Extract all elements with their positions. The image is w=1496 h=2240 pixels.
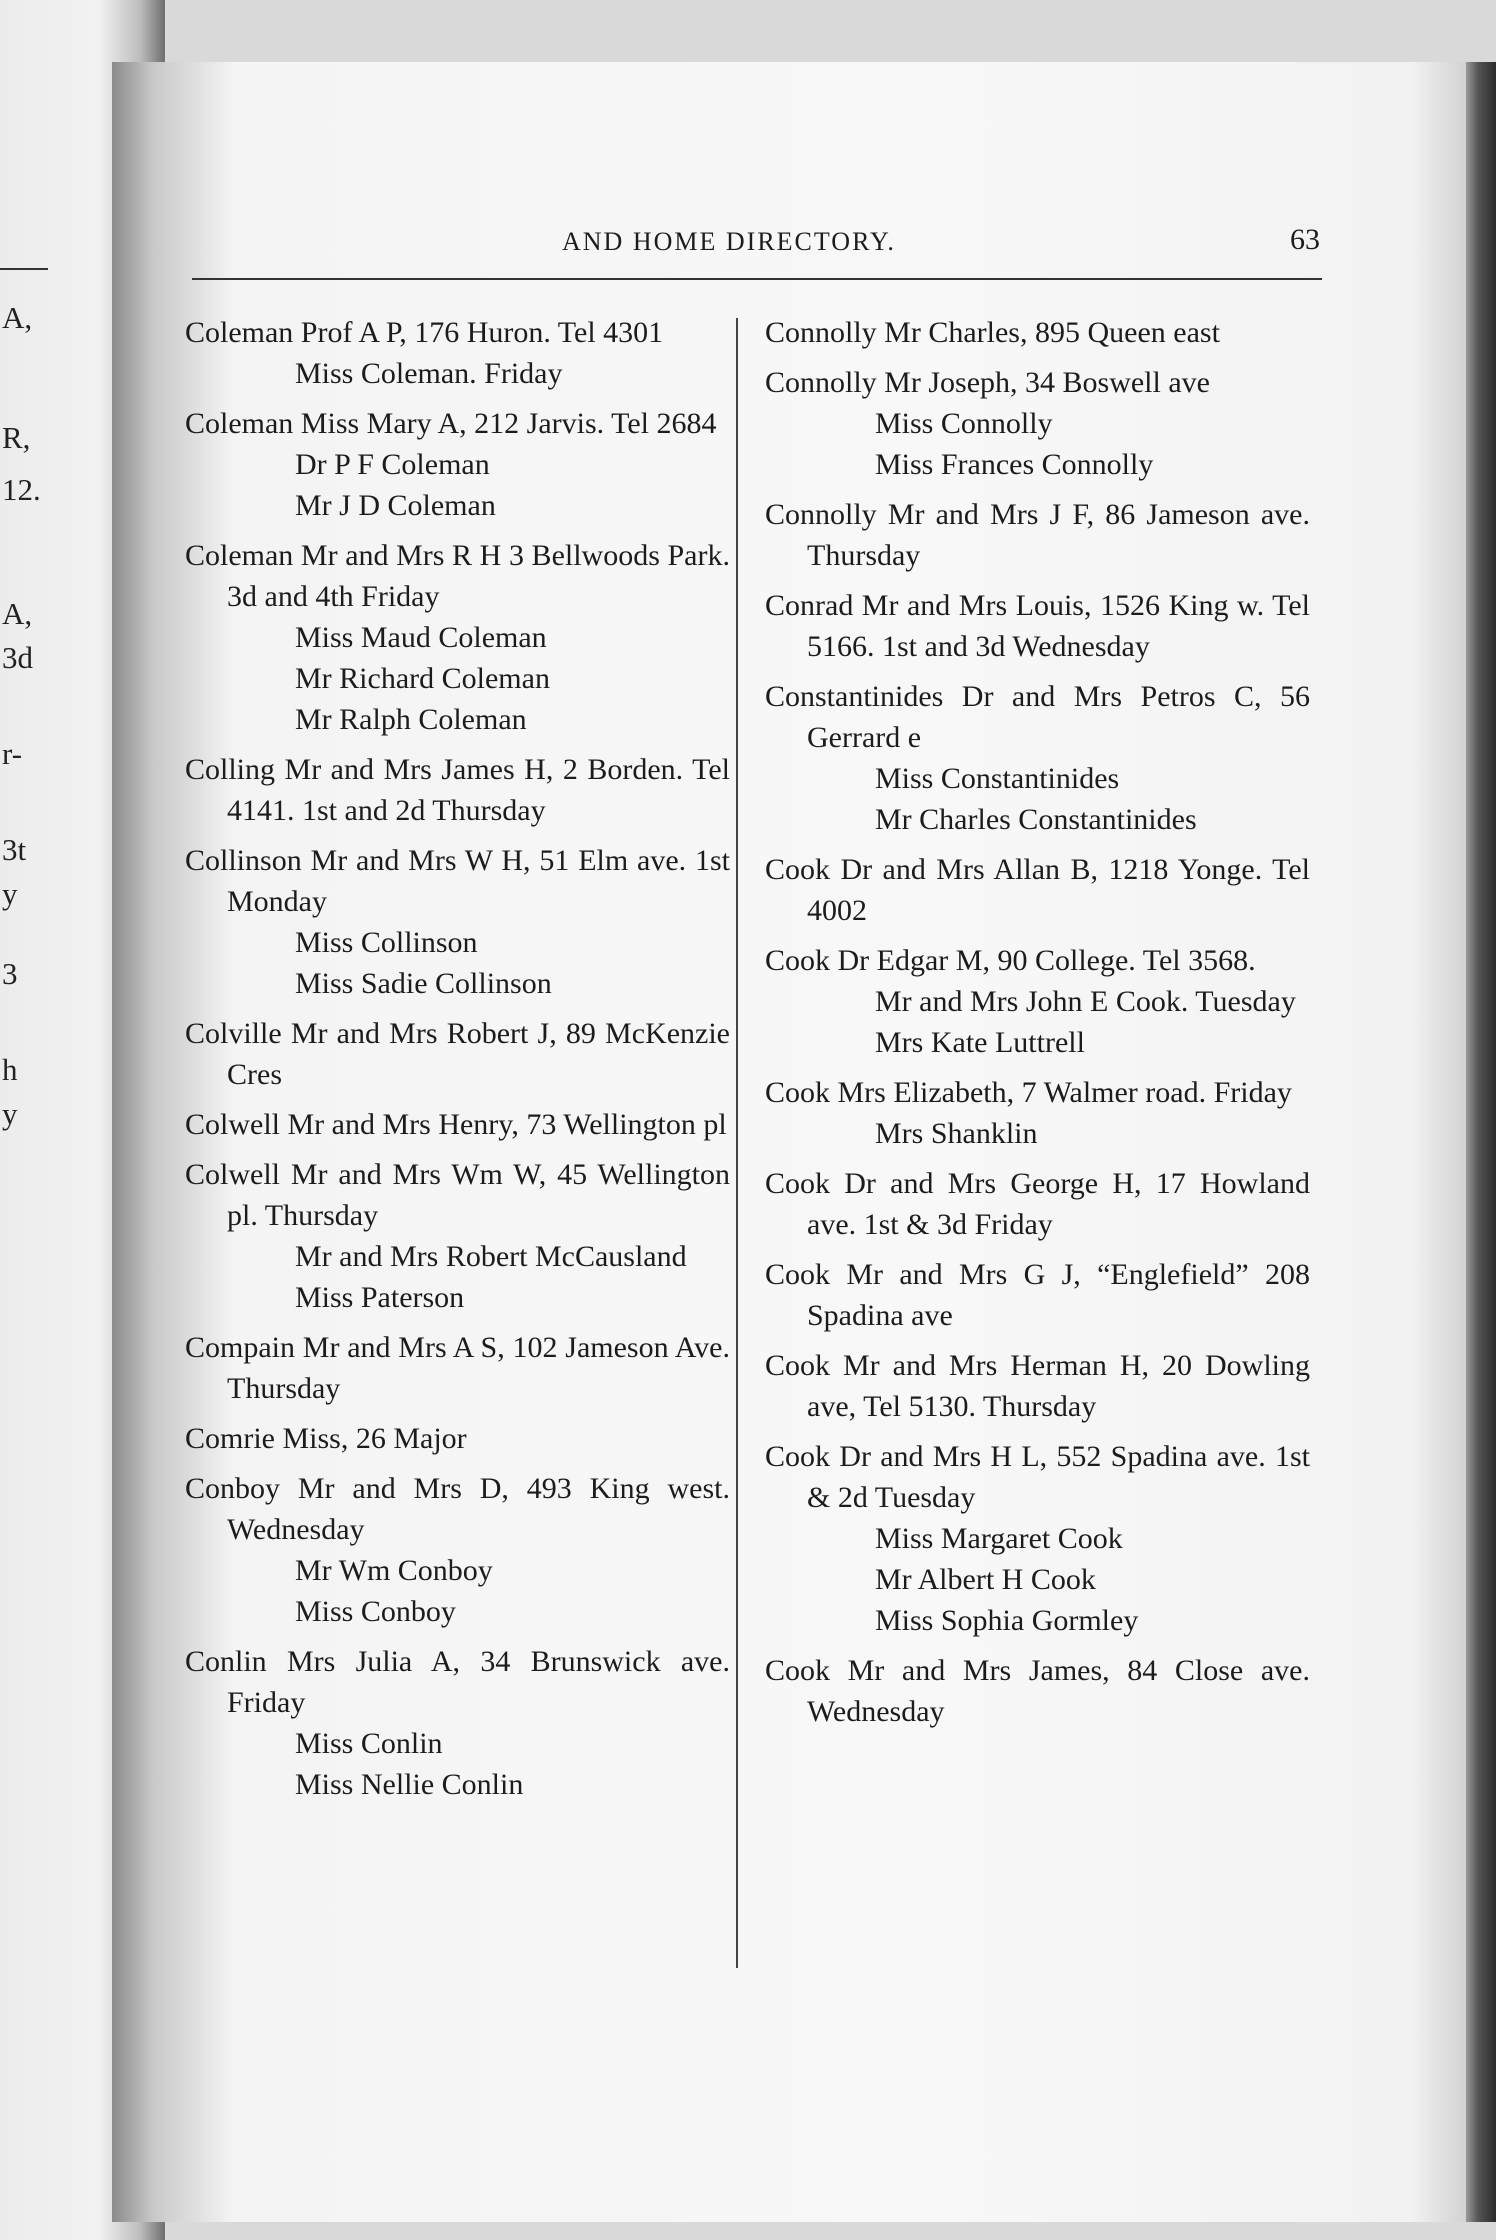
entry-heading: Cook Dr and Mrs H L, 552 Spadina ave. 1st & 2d Tuesday xyxy=(765,1440,1310,1514)
entry-heading: Connolly Mr Charles, 895 Queen east xyxy=(765,316,1220,349)
household-member: Miss Sadie Collinson xyxy=(295,967,552,1000)
household-member: Miss Margaret Cook xyxy=(875,1522,1123,1555)
directory-entry xyxy=(185,1468,730,1632)
entry-heading: Comrie Miss, 26 Major xyxy=(185,1422,467,1455)
directory-entry xyxy=(185,535,730,740)
household-member: Miss Paterson xyxy=(295,1281,465,1314)
directory-entry xyxy=(185,312,730,394)
household-member: Miss Connolly xyxy=(875,407,1053,440)
previous-page-fragment: y xyxy=(2,876,18,911)
directory-entry xyxy=(765,1650,1310,1732)
previous-page-fragment: 3d xyxy=(2,640,33,675)
directory-entry xyxy=(185,1418,730,1459)
household-member: Miss Conlin xyxy=(295,1727,443,1760)
previous-page-fragment: R, xyxy=(2,420,31,455)
household-member: Miss Sophia Gormley xyxy=(875,1604,1139,1637)
household-member: Miss Collinson xyxy=(295,926,478,959)
directory-entry xyxy=(185,749,730,831)
entry-heading: Compain Mr and Mrs A S, 102 Jameson Ave. Thursday xyxy=(185,1331,730,1405)
book-page-edge xyxy=(1466,62,1496,2222)
entry-heading: Cook Dr Edgar M, 90 College. Tel 3568. xyxy=(765,944,1256,977)
directory-entry xyxy=(185,1013,730,1095)
previous-page-rule xyxy=(0,268,48,270)
entry-heading: Constantinides Dr and Mrs Petros C, 56 Gerrard e xyxy=(765,680,1310,754)
entry-heading: Colville Mr and Mrs Robert J, 89 McKenzie Cres xyxy=(185,1017,730,1091)
household-member: Mrs Shanklin xyxy=(875,1117,1038,1150)
previous-page-fragment: h xyxy=(2,1052,18,1087)
entry-heading: Connolly Mr and Mrs J F, 86 Jameson ave. Thursday xyxy=(765,498,1310,572)
directory-entry xyxy=(185,1104,730,1145)
left-column xyxy=(185,312,730,1814)
previous-page-fragment: 12. xyxy=(2,472,41,507)
entry-heading: Cook Mr and Mrs Herman H, 20 Dowling ave, Tel 5130. Thursday xyxy=(765,1349,1310,1423)
household-member: Miss Conboy xyxy=(295,1595,456,1628)
entry-heading: Collinson Mr and Mrs W H, 51 Elm ave. 1st Monday xyxy=(185,844,730,918)
household-member: Miss Maud Coleman xyxy=(295,621,547,654)
household-member: Mrs Kate Luttrell xyxy=(875,1026,1085,1059)
entry-heading: Cook Mr and Mrs James, 84 Close ave. Wednesday xyxy=(765,1654,1310,1728)
previous-page-fragment: A, xyxy=(2,300,33,335)
column-divider xyxy=(736,318,738,1968)
directory-entry xyxy=(765,1345,1310,1427)
household-member: Mr Richard Coleman xyxy=(295,662,550,695)
entry-heading: Coleman Prof A P, 176 Huron. Tel 4301 xyxy=(185,316,664,349)
household-member: Miss Frances Connolly xyxy=(875,448,1154,481)
household-member: Mr and Mrs John E Cook. Tuesday xyxy=(875,985,1296,1018)
directory-entry xyxy=(765,940,1310,1063)
household-member: Mr Wm Conboy xyxy=(295,1554,493,1587)
household-member: Miss Nellie Conlin xyxy=(295,1768,524,1801)
directory-entry xyxy=(185,403,730,526)
previous-page-fragment: 3t xyxy=(2,832,27,867)
previous-page-fragment: y xyxy=(2,1096,18,1131)
entry-heading: Conrad Mr and Mrs Louis, 1526 King w. Tel 5166. 1st and 3d Wednesday xyxy=(765,589,1310,663)
running-head-title: AND HOME DIRECTORY. xyxy=(562,227,896,256)
previous-page-fragment: A, xyxy=(2,596,33,631)
household-member: Mr Charles Constantinides xyxy=(875,803,1197,836)
entry-heading: Conlin Mrs Julia A, 34 Brunswick ave. Friday xyxy=(185,1645,730,1719)
page-number: 63 xyxy=(1290,223,1320,256)
household-member: Mr Ralph Coleman xyxy=(295,703,527,736)
entry-heading: Cook Dr and Mrs Allan B, 1218 Yonge. Tel 4002 xyxy=(765,853,1310,927)
directory-entry xyxy=(765,1072,1310,1154)
directory-entry xyxy=(185,1154,730,1318)
directory-entry xyxy=(765,1436,1310,1641)
household-member: Mr and Mrs Robert McCausland xyxy=(295,1240,687,1273)
directory-entry xyxy=(765,849,1310,931)
directory-entry xyxy=(765,1254,1310,1336)
directory-entry xyxy=(185,840,730,1004)
directory-entry xyxy=(765,494,1310,576)
entry-heading: Coleman Miss Mary A, 212 Jarvis. Tel 2684 xyxy=(185,407,717,440)
directory-entry xyxy=(765,585,1310,667)
running-header xyxy=(0,165,1496,256)
entry-heading: Cook Dr and Mrs George H, 17 Howland ave. 1st & 3d Friday xyxy=(765,1167,1310,1241)
entry-heading: Colling Mr and Mrs James H, 2 Borden. Tel 4141. 1st and 2d Thursday xyxy=(185,753,730,827)
household-member: Miss Constantinides xyxy=(875,762,1120,795)
directory-entry xyxy=(765,676,1310,840)
household-member: Mr Albert H Cook xyxy=(875,1563,1096,1596)
right-column xyxy=(765,312,1310,1741)
directory-entry xyxy=(765,312,1310,353)
directory-entry xyxy=(765,1163,1310,1245)
entry-heading: Coleman Mr and Mrs R H 3 Bellwoods Park. 3d and 4th Friday xyxy=(185,539,730,613)
directory-entry xyxy=(765,362,1310,485)
header-rule xyxy=(192,278,1322,280)
household-member: Miss Coleman. Friday xyxy=(295,357,563,390)
previous-page-fragment: r- xyxy=(2,736,23,771)
previous-page-fragment: 3 xyxy=(2,956,18,991)
entry-heading: Cook Mrs Elizabeth, 7 Walmer road. Friday xyxy=(765,1076,1292,1109)
directory-entry xyxy=(185,1327,730,1409)
directory-entry xyxy=(185,1641,730,1805)
entry-heading: Colwell Mr and Mrs Wm W, 45 Wellington pl. Thursday xyxy=(185,1158,730,1232)
entry-heading: Cook Mr and Mrs G J, “Englefield” 208 Spadina ave xyxy=(765,1258,1310,1332)
household-member: Mr J D Coleman xyxy=(295,489,496,522)
entry-heading: Colwell Mr and Mrs Henry, 73 Wellington pl xyxy=(185,1108,727,1141)
household-member: Dr P F Coleman xyxy=(295,448,490,481)
entry-heading: Conboy Mr and Mrs D, 493 King west. Wednesday xyxy=(185,1472,730,1546)
entry-heading: Connolly Mr Joseph, 34 Boswell ave xyxy=(765,366,1210,399)
